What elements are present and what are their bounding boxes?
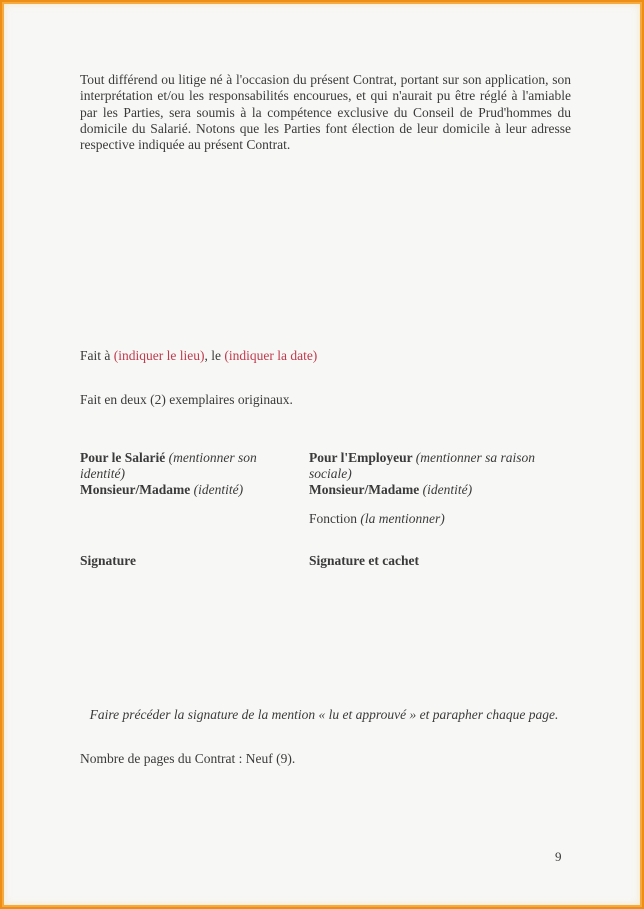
employeur-name-label: Monsieur/Madame: [309, 482, 423, 497]
employeur-name-note: (identité): [422, 482, 473, 497]
employeur-title: Pour l'Employeur: [309, 450, 416, 465]
salarie-title-note: (mentionner son identité): [80, 450, 257, 482]
date-placeholder: (indiquer la date): [224, 348, 318, 363]
execution-place-date-line: [80, 348, 317, 364]
salarie-name-label: Monsieur/Madame: [80, 482, 194, 497]
fait-a-separator: , le: [204, 348, 225, 363]
fait-a-prefix: Fait à: [80, 348, 114, 363]
employeur-fonction-line: [309, 511, 574, 527]
salarie-name-note: (identité): [193, 482, 244, 497]
salarie-name-line: [80, 482, 305, 498]
salarie-title-line: [80, 450, 305, 483]
employeur-name-line: [309, 482, 574, 498]
lu-et-approuve-note: Faire précéder la signature de la mention « lu et approuvé » et parapher chaque page.: [89, 707, 559, 722]
page-number: 9: [555, 849, 562, 864]
employeur-title-line: [309, 450, 574, 483]
jurisdiction-paragraph: Tout différend ou litige né à l'occasion du présent Contrat, portant sur son application, son interprétation et/ou les responsabilités encourues, et qui n'aurait pu être réglé à l'amiable par les Parties, sera soumis à la compétence exclusive du Conseil de Prud'hommes du domicile du Salarié. Notons que les Parties font élection de leur domicile à leur adresse respective indiquée au présent Contrat.: [80, 72, 571, 153]
employeur-fonction-label: Fonction: [309, 511, 361, 526]
copies-line: Fait en deux (2) exemplaires originaux.: [80, 392, 293, 407]
salarie-signature-label: Signature: [80, 553, 137, 568]
place-placeholder: (indiquer le lieu): [113, 348, 205, 363]
salarie-title: Pour le Salarié: [80, 450, 169, 465]
pages-count-line: Nombre de pages du Contrat : Neuf (9).: [80, 751, 296, 766]
employeur-fonction-note: (la mentionner): [360, 511, 445, 526]
employeur-title-note: (mentionner sa raison sociale): [309, 450, 536, 482]
employeur-signature-label: Signature et cachet: [309, 553, 419, 568]
